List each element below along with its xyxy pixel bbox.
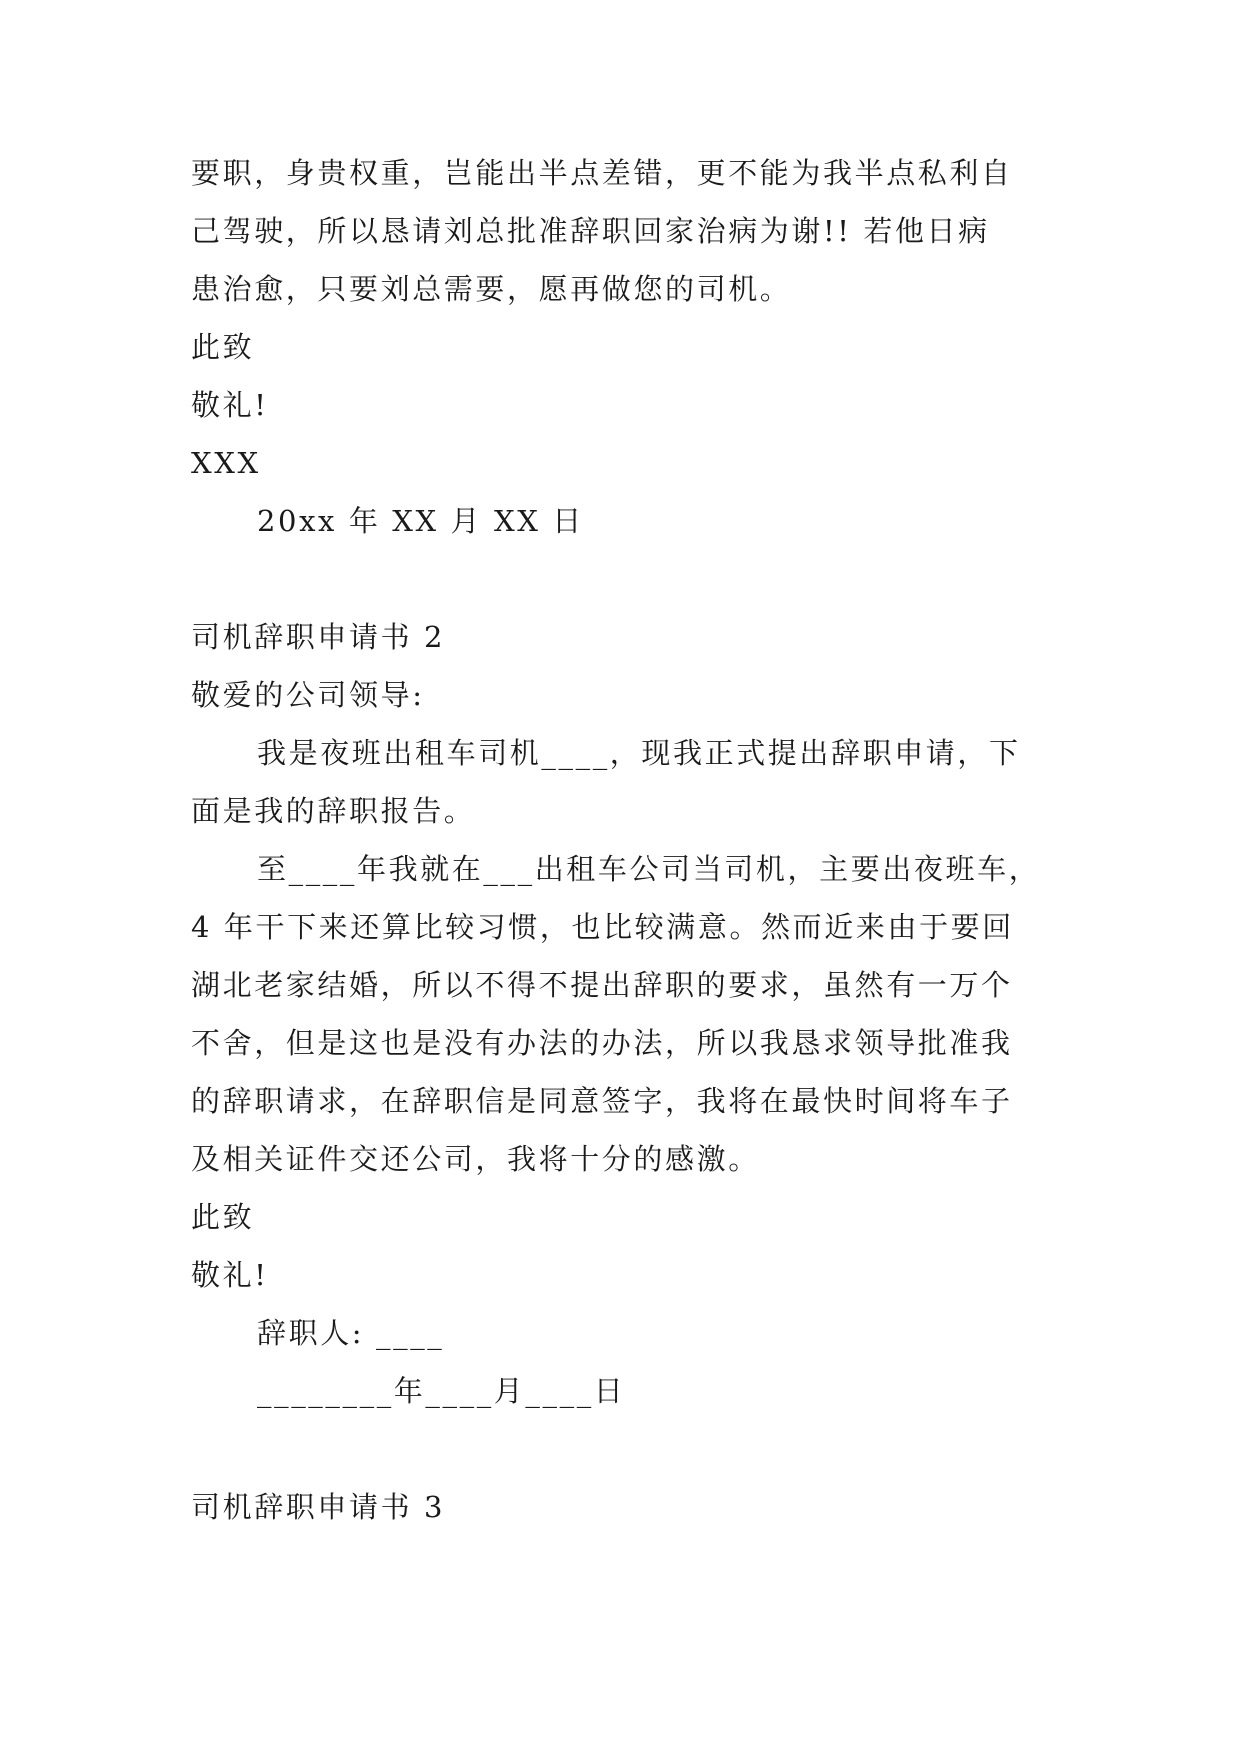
body-text-line: 的辞职请求，在辞职信是同意签字，我将在最快时间将车子 (191, 1084, 1013, 1118)
body-text-line: 4 年干下来还算比较习惯，也比较满意。然而近来由于要回 (191, 910, 1014, 944)
signer-label: 辞职人: ____ (257, 1316, 445, 1350)
body-text-line: 面是我的辞职报告。 (191, 794, 476, 828)
salutation-text: 敬礼! (191, 1258, 269, 1292)
closing-text: 此致 (191, 1200, 255, 1234)
body-text-line: 己驾驶，所以恳请刘总批准辞职回家治病为谢!! 若他日病 (191, 214, 990, 248)
body-text-line: 我是夜班出租车司机____，现我正式提出辞职申请，下 (257, 736, 1021, 770)
body-text-line: 不舍，但是这也是没有办法的办法，所以我恳求领导批准我 (191, 1026, 1013, 1060)
body-text-line: 至____年我就在___出租车公司当司机，主要出夜班车， (257, 852, 1041, 886)
date-line: 20xx 年 XX 月 XX 日 (257, 504, 584, 538)
signer-name: XXX (191, 446, 261, 480)
section-title: 司机辞职申请书 3 (191, 1490, 446, 1524)
greeting-text: 敬爱的公司领导: (191, 678, 425, 712)
section-title: 司机辞职申请书 2 (191, 620, 446, 654)
body-text-line: 湖北老家结婚，所以不得不提出辞职的要求，虽然有一万个 (191, 968, 1013, 1002)
body-text-line: 要职，身贵权重，岂能出半点差错，更不能为我半点私利自 (191, 156, 1013, 190)
date-line: ________年____月____日 (257, 1374, 626, 1408)
body-text-line: 及相关证件交还公司，我将十分的感激。 (191, 1142, 760, 1176)
salutation-text: 敬礼! (191, 388, 269, 422)
closing-text: 此致 (191, 330, 255, 364)
body-text-line: 患治愈，只要刘总需要，愿再做您的司机。 (191, 272, 792, 306)
